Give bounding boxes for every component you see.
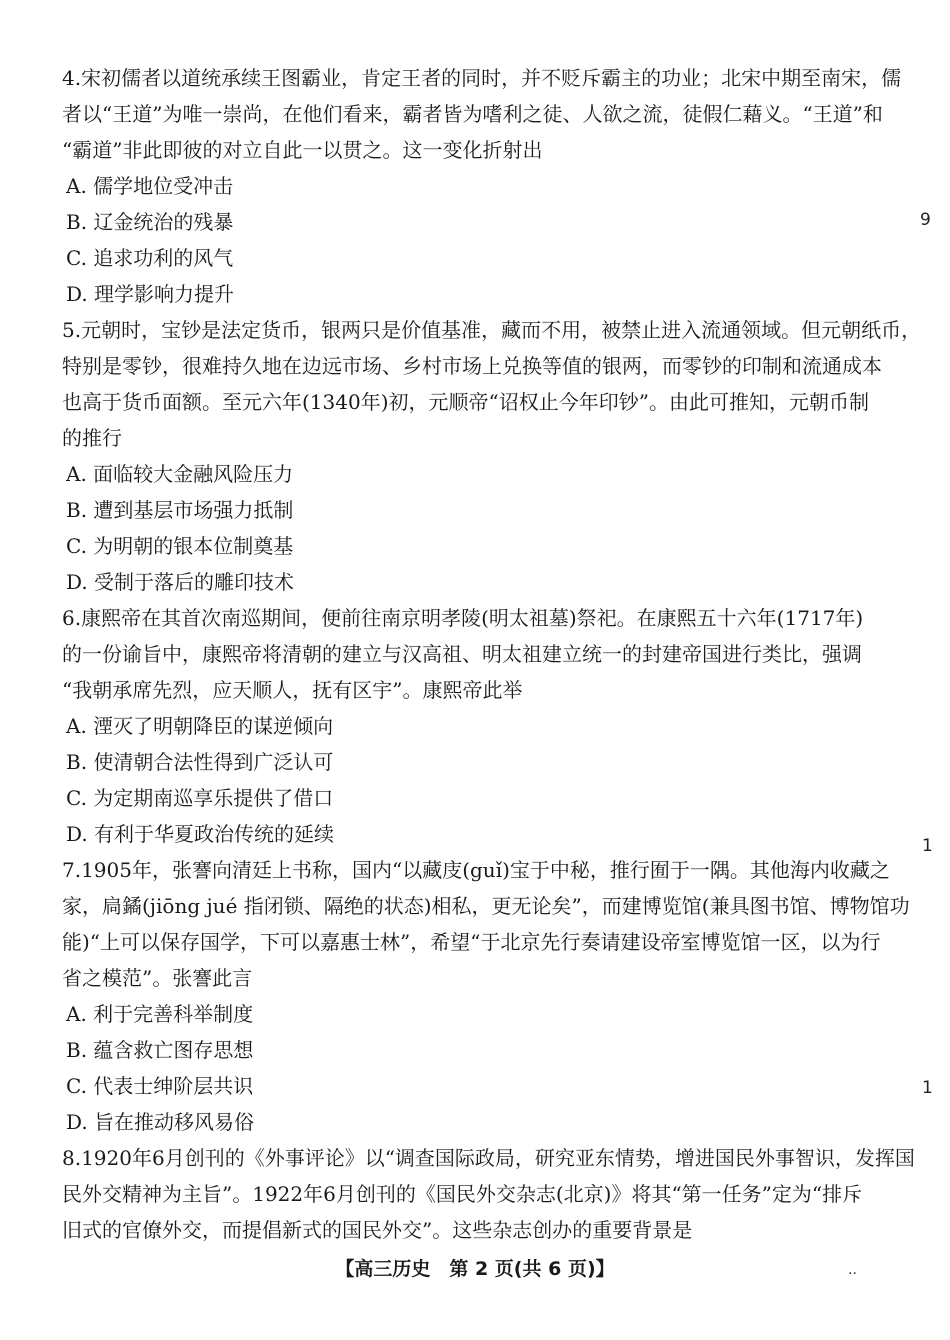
margin-mark: 1 bbox=[922, 836, 933, 856]
option-d: D. 理学影响力提升 bbox=[66, 282, 235, 306]
question-7 bbox=[62, 852, 910, 1140]
option-d: D. 受制于落后的雕印技术 bbox=[66, 570, 295, 594]
question-stem-line: 6.康熙帝在其首次南巡期间，便前往南京明孝陵(明太祖墓)祭祀。在康熙五十六年(1717年) bbox=[62, 606, 864, 630]
question-stem-line: 家，扃鐍(jiōng jué 指闭锁、隔绝的状态)相私，更无论矣”，而建博览馆(兼具图书馆、博物馆功 bbox=[62, 894, 910, 918]
option-a: A. 面临较大金融风险压力 bbox=[66, 462, 294, 486]
question-6 bbox=[62, 600, 862, 852]
margin-mark: 1 bbox=[922, 1078, 933, 1098]
question-stem-line: 特别是零钞，很难持久地在边远市场、乡村市场上兑换等值的银两，而零钞的印制和流通成本 bbox=[62, 354, 882, 378]
question-5 bbox=[62, 312, 922, 600]
question-stem-line: “霸道”非此即彼的对立自此一以贯之。这一变化折射出 bbox=[62, 138, 543, 162]
question-stem-line: 的一份谕旨中，康熙帝将清朝的建立与汉高祖、明太祖建立统一的封建帝国进行类比，强调 bbox=[62, 642, 862, 666]
option-c: C. 追求功利的风气 bbox=[66, 246, 234, 270]
question-4 bbox=[62, 60, 902, 312]
question-stem-line: 5.元朝时，宝钞是法定货币，银两只是价值基准，藏而不用，被禁止进入流通领域。但元朝纸币， bbox=[62, 318, 922, 342]
option-c: C. 代表士绅阶层共识 bbox=[66, 1074, 254, 1098]
question-stem-line: 民外交精神为主旨”。1922年6月创刊的《国民外交杂志(北京)》将其“第一任务”定为“排斥 bbox=[62, 1182, 863, 1206]
option-b: B. 使清朝合法性得到广泛认可 bbox=[66, 750, 334, 774]
option-d: D. 有利于华夏政治传统的延续 bbox=[66, 822, 335, 846]
option-b: B. 遭到基层市场强力抵制 bbox=[66, 498, 294, 522]
question-list bbox=[62, 60, 922, 1248]
option-a: A. 湮灭了明朝降臣的谋逆倾向 bbox=[66, 714, 334, 738]
page-footer: 【高三历史 第 2 页(共 6 页)】 bbox=[335, 1258, 615, 1280]
question-stem-line: 旧式的官僚外交，而提倡新式的国民外交”。这些杂志创办的重要背景是 bbox=[62, 1218, 693, 1242]
question-stem-line: “我朝承席先烈，应天顺人，抚有区宇”。康熙帝此举 bbox=[62, 678, 523, 702]
option-d: D. 旨在推动移风易俗 bbox=[66, 1110, 255, 1134]
option-b: B. 蕴含救亡图存思想 bbox=[66, 1038, 254, 1062]
option-a: A. 儒学地位受冲击 bbox=[66, 174, 234, 198]
option-a: A. 利于完善科举制度 bbox=[66, 1002, 254, 1026]
corner-mark: .. bbox=[848, 1262, 857, 1278]
option-c: C. 为明朝的银本位制奠基 bbox=[66, 534, 294, 558]
question-stem-line: 7.1905年，张謇向清廷上书称，国内“以藏庋(guǐ)宝于中秘，推行囿于一隅。其他海内收藏之 bbox=[62, 858, 890, 882]
question-stem-line: 省之模范”。张謇此言 bbox=[62, 966, 253, 990]
question-stem-line: 能)“上可以保存国学，下可以嘉惠士林”，希望“于北京先行奏请建设帝室博览馆一区，以为行 bbox=[62, 930, 881, 954]
option-c: C. 为定期南巡享乐提供了借口 bbox=[66, 786, 334, 810]
question-8 bbox=[62, 1140, 915, 1248]
option-b: B. 辽金统治的残暴 bbox=[66, 210, 234, 234]
question-stem-line: 8.1920年6月创刊的《外事评论》以“调查国际政局，研究亚东情势，增进国民外事智识，发挥国 bbox=[62, 1146, 915, 1170]
question-stem-line: 的推行 bbox=[62, 426, 122, 450]
question-stem-line: 4.宋初儒者以道统承续王图霸业，肯定王者的同时，并不贬斥霸主的功业；北宋中期至南宋，儒 bbox=[62, 66, 902, 90]
margin-mark: 9 bbox=[920, 210, 931, 230]
question-stem-line: 也高于货币面额。至元六年(1340年)初，元顺帝“诏权止今年印钞”。由此可推知，元朝币制 bbox=[62, 390, 869, 414]
question-stem-line: 者以“王道”为唯一崇尚，在他们看来，霸者皆为嗜利之徒、人欲之流，徒假仁藉义。“王道”和 bbox=[62, 102, 883, 126]
